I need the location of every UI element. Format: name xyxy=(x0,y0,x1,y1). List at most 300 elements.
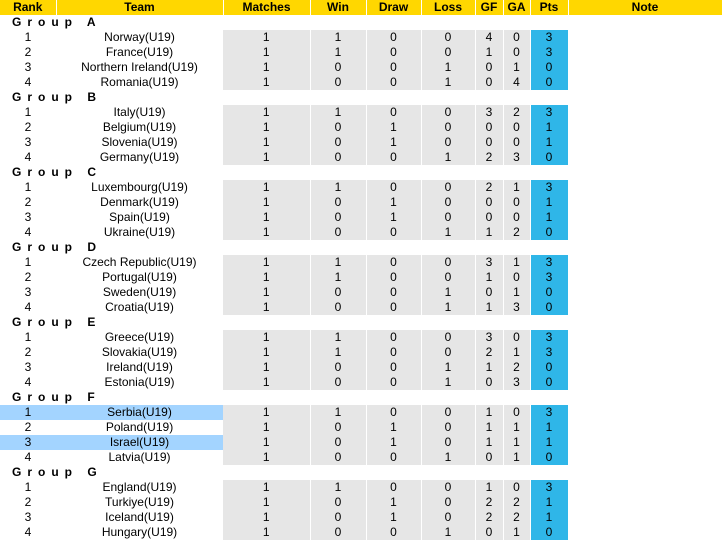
group-title: Group E xyxy=(12,315,102,329)
rank-cell: 1 xyxy=(24,255,32,269)
win-cell: 0 xyxy=(310,60,366,75)
note-cell xyxy=(568,360,722,375)
table-row[interactable] xyxy=(0,495,722,510)
note-cell xyxy=(568,30,722,45)
loss-cell: 1 xyxy=(421,450,475,465)
draw-cell: 0 xyxy=(366,180,421,195)
table-row[interactable] xyxy=(0,150,722,165)
team-cell[interactable]: Turkiye(U19) xyxy=(105,495,174,509)
ga-cell: 0 xyxy=(503,480,530,495)
rank-cell: 4 xyxy=(24,450,32,464)
win-cell: 0 xyxy=(310,510,366,525)
pts-cell: 3 xyxy=(530,405,568,420)
table-row[interactable] xyxy=(0,285,722,300)
draw-cell: 0 xyxy=(366,375,421,390)
group-title: Group G xyxy=(12,465,103,479)
table-row[interactable] xyxy=(0,420,722,435)
draw-cell: 1 xyxy=(366,495,421,510)
table-row[interactable] xyxy=(0,510,722,525)
draw-cell: 0 xyxy=(366,300,421,315)
win-cell: 1 xyxy=(310,345,366,360)
table-row[interactable] xyxy=(0,105,722,120)
note-cell xyxy=(568,495,722,510)
win-cell: 1 xyxy=(310,270,366,285)
win-cell: 1 xyxy=(310,45,366,60)
win-cell: 0 xyxy=(310,495,366,510)
note-cell xyxy=(568,210,722,225)
draw-cell: 0 xyxy=(366,405,421,420)
win-cell: 0 xyxy=(310,435,366,450)
header-win[interactable]: Win xyxy=(310,0,366,15)
standings-body xyxy=(0,15,722,540)
pts-cell: 3 xyxy=(530,105,568,120)
win-cell: 0 xyxy=(310,195,366,210)
ga-cell: 1 xyxy=(503,60,530,75)
rank-cell: 4 xyxy=(24,75,32,89)
team-cell[interactable]: Serbia(U19) xyxy=(56,405,223,420)
table-row[interactable] xyxy=(0,375,722,390)
group-header-row xyxy=(0,315,722,330)
draw-cell: 1 xyxy=(366,210,421,225)
header-pts[interactable]: Pts xyxy=(530,0,568,15)
win-cell: 0 xyxy=(310,300,366,315)
matches-cell: 1 xyxy=(223,225,310,240)
rank-cell: 3 xyxy=(24,60,32,74)
rank-cell: 2 xyxy=(24,345,32,359)
gf-cell: 0 xyxy=(475,450,503,465)
header-draw[interactable]: Draw xyxy=(366,0,421,15)
team-cell[interactable]: Italy(U19) xyxy=(113,105,166,119)
gf-cell: 1 xyxy=(475,270,503,285)
pts-cell: 0 xyxy=(530,360,568,375)
pts-cell: 0 xyxy=(530,300,568,315)
gf-cell: 0 xyxy=(475,210,503,225)
rank-cell: 2 xyxy=(24,45,32,59)
gf-cell: 1 xyxy=(475,405,503,420)
team-cell[interactable]: Portugal(U19) xyxy=(102,270,177,284)
matches-cell: 1 xyxy=(223,360,310,375)
pts-cell: 0 xyxy=(530,375,568,390)
matches-cell: 1 xyxy=(223,450,310,465)
loss-cell: 0 xyxy=(421,270,475,285)
ga-cell: 0 xyxy=(503,210,530,225)
note-cell xyxy=(568,135,722,150)
team-cell[interactable]: Latvia(U19) xyxy=(108,450,171,464)
note-cell xyxy=(568,405,722,420)
matches-cell: 1 xyxy=(223,45,310,60)
table-row[interactable] xyxy=(0,330,722,345)
gf-cell: 0 xyxy=(475,375,503,390)
loss-cell: 0 xyxy=(421,420,475,435)
rank-cell: 4 xyxy=(24,225,32,239)
win-cell: 0 xyxy=(310,75,366,90)
win-cell: 1 xyxy=(310,105,366,120)
loss-cell: 0 xyxy=(421,180,475,195)
gf-cell: 2 xyxy=(475,345,503,360)
team-cell[interactable]: France(U19) xyxy=(105,45,174,59)
note-cell xyxy=(568,300,722,315)
matches-cell: 1 xyxy=(223,480,310,495)
draw-cell: 0 xyxy=(366,450,421,465)
pts-cell: 0 xyxy=(530,525,568,540)
loss-cell: 1 xyxy=(421,150,475,165)
team-cell[interactable]: Northern Ireland(U19) xyxy=(81,60,198,74)
rank-cell: 4 xyxy=(24,300,32,314)
draw-cell: 0 xyxy=(366,270,421,285)
pts-cell: 1 xyxy=(530,210,568,225)
note-cell xyxy=(568,435,722,450)
draw-cell: 0 xyxy=(366,360,421,375)
rank-cell: 4 xyxy=(24,150,32,164)
gf-cell: 1 xyxy=(475,300,503,315)
ga-cell: 2 xyxy=(503,225,530,240)
pts-cell: 3 xyxy=(530,180,568,195)
gf-cell: 0 xyxy=(475,285,503,300)
gf-cell: 3 xyxy=(475,105,503,120)
rank-cell: 2 xyxy=(24,495,32,509)
matches-cell: 1 xyxy=(223,195,310,210)
matches-cell: 1 xyxy=(223,135,310,150)
ga-cell: 0 xyxy=(503,120,530,135)
note-cell xyxy=(568,180,722,195)
table-row[interactable] xyxy=(0,120,722,135)
win-cell: 1 xyxy=(310,480,366,495)
group-title: Group B xyxy=(12,90,102,104)
loss-cell: 0 xyxy=(421,105,475,120)
table-row[interactable] xyxy=(0,480,722,495)
pts-cell: 3 xyxy=(530,255,568,270)
gf-cell: 1 xyxy=(475,225,503,240)
team-cell[interactable]: Slovakia(U19) xyxy=(101,345,178,359)
loss-cell: 0 xyxy=(421,435,475,450)
table-row[interactable] xyxy=(0,225,722,240)
pts-cell: 1 xyxy=(530,420,568,435)
table-row[interactable] xyxy=(0,435,722,450)
header-ga[interactable]: GA xyxy=(503,0,530,15)
pts-cell: 3 xyxy=(530,45,568,60)
draw-cell: 1 xyxy=(366,510,421,525)
header-team[interactable]: Team xyxy=(56,0,223,15)
matches-cell: 1 xyxy=(223,345,310,360)
matches-cell: 1 xyxy=(223,285,310,300)
team-cell[interactable]: Ireland(U19) xyxy=(106,360,173,374)
note-cell xyxy=(568,270,722,285)
table-row[interactable] xyxy=(0,135,722,150)
pts-cell: 1 xyxy=(530,495,568,510)
rank-cell: 2 xyxy=(24,420,32,434)
pts-cell: 3 xyxy=(530,330,568,345)
gf-cell: 0 xyxy=(475,60,503,75)
gf-cell: 0 xyxy=(475,75,503,90)
table-row[interactable] xyxy=(0,45,722,60)
draw-cell: 0 xyxy=(366,75,421,90)
matches-cell: 1 xyxy=(223,435,310,450)
team-cell[interactable]: England(U19) xyxy=(102,480,177,494)
matches-cell: 1 xyxy=(223,255,310,270)
table-row[interactable] xyxy=(0,270,722,285)
loss-cell: 1 xyxy=(421,285,475,300)
gf-cell: 0 xyxy=(475,195,503,210)
ga-cell: 2 xyxy=(503,510,530,525)
loss-cell: 0 xyxy=(421,255,475,270)
gf-cell: 4 xyxy=(475,30,503,45)
gf-cell: 1 xyxy=(475,435,503,450)
table-row[interactable] xyxy=(0,75,722,90)
header-matches[interactable]: Matches xyxy=(223,0,310,15)
rank-cell: 1 xyxy=(24,105,32,119)
ga-cell: 2 xyxy=(503,360,530,375)
ga-cell: 0 xyxy=(503,45,530,60)
draw-cell: 1 xyxy=(366,420,421,435)
matches-cell: 1 xyxy=(223,300,310,315)
loss-cell: 0 xyxy=(421,495,475,510)
loss-cell: 0 xyxy=(421,345,475,360)
ga-cell: 1 xyxy=(503,525,530,540)
win-cell: 0 xyxy=(310,450,366,465)
team-cell[interactable]: Germany(U19) xyxy=(99,150,180,164)
group-title: Group F xyxy=(12,390,101,404)
note-cell xyxy=(568,330,722,345)
matches-cell: 1 xyxy=(223,375,310,390)
matches-cell: 1 xyxy=(223,510,310,525)
draw-cell: 1 xyxy=(366,435,421,450)
gf-cell: 3 xyxy=(475,255,503,270)
team-cell[interactable]: Luxembourg(U19) xyxy=(91,180,188,194)
ga-cell: 4 xyxy=(503,75,530,90)
matches-cell: 1 xyxy=(223,420,310,435)
ga-cell: 3 xyxy=(503,150,530,165)
team-cell[interactable]: Sweden(U19) xyxy=(102,285,177,299)
draw-cell: 1 xyxy=(366,135,421,150)
pts-cell: 0 xyxy=(530,150,568,165)
loss-cell: 0 xyxy=(421,330,475,345)
ga-cell: 2 xyxy=(503,495,530,510)
win-cell: 0 xyxy=(310,285,366,300)
loss-cell: 1 xyxy=(421,75,475,90)
ga-cell: 0 xyxy=(503,330,530,345)
rank-cell: 3 xyxy=(24,360,32,374)
header-note[interactable]: Note xyxy=(568,0,722,15)
pts-cell: 0 xyxy=(530,225,568,240)
draw-cell: 0 xyxy=(366,225,421,240)
ga-cell: 0 xyxy=(503,30,530,45)
loss-cell: 0 xyxy=(421,195,475,210)
matches-cell: 1 xyxy=(223,120,310,135)
gf-cell: 0 xyxy=(475,120,503,135)
draw-cell: 0 xyxy=(366,150,421,165)
group-header-row xyxy=(0,390,722,405)
group-header-row xyxy=(0,165,722,180)
draw-cell: 0 xyxy=(366,255,421,270)
ga-cell: 1 xyxy=(503,345,530,360)
pts-cell: 1 xyxy=(530,195,568,210)
table-row[interactable] xyxy=(0,300,722,315)
draw-cell: 0 xyxy=(366,105,421,120)
loss-cell: 1 xyxy=(421,360,475,375)
team-cell[interactable]: Slovenia(U19) xyxy=(101,135,178,149)
note-cell xyxy=(568,120,722,135)
win-cell: 0 xyxy=(310,135,366,150)
rank-cell: 3 xyxy=(0,435,56,450)
matches-cell: 1 xyxy=(223,60,310,75)
note-cell xyxy=(568,480,722,495)
win-cell: 1 xyxy=(310,255,366,270)
team-cell[interactable]: Poland(U19) xyxy=(105,420,174,434)
note-cell xyxy=(568,75,722,90)
draw-cell: 0 xyxy=(366,60,421,75)
ga-cell: 0 xyxy=(503,270,530,285)
pts-cell: 0 xyxy=(530,285,568,300)
group-header-row xyxy=(0,15,722,30)
table-row[interactable] xyxy=(0,255,722,270)
loss-cell: 0 xyxy=(421,405,475,420)
team-cell[interactable]: Estonia(U19) xyxy=(104,375,175,389)
ga-cell: 1 xyxy=(503,450,530,465)
pts-cell: 1 xyxy=(530,120,568,135)
pts-cell: 3 xyxy=(530,270,568,285)
gf-cell: 1 xyxy=(475,45,503,60)
group-header-row xyxy=(0,240,722,255)
team-cell[interactable]: Norway(U19) xyxy=(104,30,175,44)
header-gf[interactable]: GF xyxy=(475,0,503,15)
note-cell xyxy=(568,345,722,360)
group-header-row xyxy=(0,465,722,480)
header-rank[interactable]: Rank xyxy=(0,0,56,15)
team-cell[interactable]: Croatia(U19) xyxy=(105,300,174,314)
pts-cell: 1 xyxy=(530,135,568,150)
win-cell: 1 xyxy=(310,30,366,45)
team-cell[interactable]: Israel(U19) xyxy=(56,435,223,450)
loss-cell: 0 xyxy=(421,45,475,60)
win-cell: 1 xyxy=(310,180,366,195)
loss-cell: 1 xyxy=(421,375,475,390)
header-loss[interactable]: Loss xyxy=(421,0,475,15)
pts-cell: 1 xyxy=(530,435,568,450)
gf-cell: 2 xyxy=(475,495,503,510)
header-row xyxy=(0,0,722,15)
gf-cell: 1 xyxy=(475,360,503,375)
group-title: Group D xyxy=(12,240,102,254)
win-cell: 0 xyxy=(310,210,366,225)
rank-cell: 1 xyxy=(24,480,32,494)
pts-cell: 3 xyxy=(530,30,568,45)
loss-cell: 1 xyxy=(421,300,475,315)
team-cell[interactable]: Iceland(U19) xyxy=(105,510,174,524)
ga-cell: 1 xyxy=(503,420,530,435)
note-cell xyxy=(568,420,722,435)
ga-cell: 0 xyxy=(503,135,530,150)
ga-cell: 3 xyxy=(503,375,530,390)
ga-cell: 0 xyxy=(503,405,530,420)
rank-cell: 1 xyxy=(24,30,32,44)
note-cell xyxy=(568,45,722,60)
pts-cell: 0 xyxy=(530,60,568,75)
team-cell[interactable]: Romania(U19) xyxy=(100,75,179,89)
group-title: Group C xyxy=(12,165,102,179)
rank-cell: 4 xyxy=(24,525,32,539)
team-cell[interactable]: Denmark(U19) xyxy=(100,195,179,209)
rank-cell: 1 xyxy=(0,405,56,420)
rank-cell: 3 xyxy=(24,510,32,524)
ga-cell: 1 xyxy=(503,255,530,270)
ga-cell: 2 xyxy=(503,105,530,120)
table-row[interactable] xyxy=(0,30,722,45)
ga-cell: 1 xyxy=(503,435,530,450)
win-cell: 0 xyxy=(310,375,366,390)
group-title: Group A xyxy=(12,15,102,29)
note-cell xyxy=(568,510,722,525)
team-cell[interactable]: Ukraine(U19) xyxy=(103,225,176,239)
table-row[interactable] xyxy=(0,180,722,195)
draw-cell: 1 xyxy=(366,120,421,135)
table-row[interactable] xyxy=(0,210,722,225)
pts-cell: 3 xyxy=(530,480,568,495)
note-cell xyxy=(568,150,722,165)
matches-cell: 1 xyxy=(223,330,310,345)
team-cell[interactable]: Spain(U19) xyxy=(109,210,170,224)
gf-cell: 2 xyxy=(475,510,503,525)
gf-cell: 3 xyxy=(475,330,503,345)
rank-cell: 2 xyxy=(24,120,32,134)
note-cell xyxy=(568,60,722,75)
table-row[interactable] xyxy=(0,360,722,375)
gf-cell: 0 xyxy=(475,525,503,540)
gf-cell: 0 xyxy=(475,135,503,150)
loss-cell: 1 xyxy=(421,60,475,75)
rank-cell: 2 xyxy=(24,270,32,284)
table-row[interactable] xyxy=(0,195,722,210)
draw-cell: 0 xyxy=(366,345,421,360)
note-cell xyxy=(568,285,722,300)
rank-cell: 1 xyxy=(24,180,32,194)
matches-cell: 1 xyxy=(223,30,310,45)
note-cell xyxy=(568,105,722,120)
team-cell[interactable]: Hungary(U19) xyxy=(101,525,178,539)
loss-cell: 0 xyxy=(421,510,475,525)
loss-cell: 0 xyxy=(421,135,475,150)
rank-cell: 3 xyxy=(24,135,32,149)
table-row[interactable] xyxy=(0,345,722,360)
team-cell[interactable]: Greece(U19) xyxy=(104,330,175,344)
pts-cell: 3 xyxy=(530,345,568,360)
win-cell: 0 xyxy=(310,420,366,435)
win-cell: 0 xyxy=(310,120,366,135)
win-cell: 1 xyxy=(310,405,366,420)
pts-cell: 1 xyxy=(530,510,568,525)
team-cell[interactable]: Czech Republic(U19) xyxy=(82,255,197,269)
ga-cell: 3 xyxy=(503,300,530,315)
matches-cell: 1 xyxy=(223,270,310,285)
team-cell[interactable]: Belgium(U19) xyxy=(102,120,177,134)
rank-cell: 2 xyxy=(24,195,32,209)
win-cell: 0 xyxy=(310,525,366,540)
win-cell: 1 xyxy=(310,330,366,345)
draw-cell: 0 xyxy=(366,480,421,495)
loss-cell: 0 xyxy=(421,120,475,135)
rank-cell: 3 xyxy=(24,210,32,224)
table-row[interactable] xyxy=(0,405,722,420)
win-cell: 0 xyxy=(310,360,366,375)
draw-cell: 1 xyxy=(366,195,421,210)
ga-cell: 0 xyxy=(503,195,530,210)
gf-cell: 2 xyxy=(475,180,503,195)
ga-cell: 1 xyxy=(503,285,530,300)
matches-cell: 1 xyxy=(223,75,310,90)
note-cell xyxy=(568,255,722,270)
table-row[interactable] xyxy=(0,60,722,75)
table-row[interactable] xyxy=(0,450,722,465)
win-cell: 0 xyxy=(310,150,366,165)
